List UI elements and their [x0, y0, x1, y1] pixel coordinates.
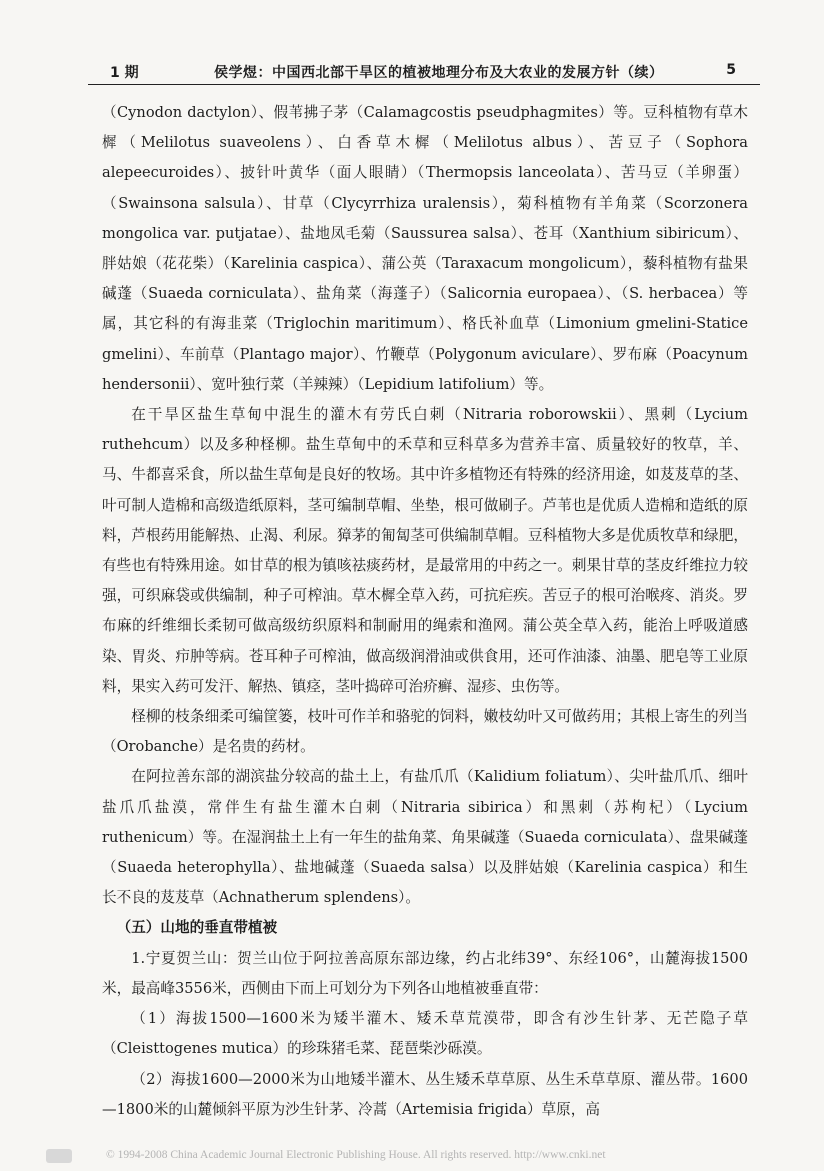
paragraph: 在阿拉善东部的湖滨盐分较高的盐土上，有盐爪爪（Kalidium foliatum）、尖叶盐爪爪、细叶盐爪爪盐漠，常伴生有盐生灌木白刺（Nitraria sibirica）和黑刺（苏枸杞）（Lycium ruthenicum）等。在湿润盐土上有一年生的盐角菜、角果碱蓬（Suaeda corniculata）、盘果碱蓬（Suaeda heterophylla）、盐地碱蓬（Suaeda salsa）以及胖姑娘（Karelinia caspica）和生长不良的芨芨草（Achnatherum splendens）。 [102, 768, 748, 907]
page-number: 5 [726, 62, 736, 78]
paragraph: （Cynodon dactylon）、假苇拂子茅（Calamagcostis pseudphagmites）等。豆科植物有草木樨（Melilotus suaveolens）、白香草木樨（Melilotus albus）、苦豆子（Sophora alepeecuroides）、披针叶黄华（面人眼睛）（Thermopsis lanceolata）、苦马豆（羊卵蛋）（Swainsona salsula）、甘草（Clycyrrhiza uralensis），菊科植物有羊角菜（Scorzonera mongolica var. putjatae）、盐地凤毛菊（Saussurea salsa）、苍耳（Xanthium sibiricum）、胖姑娘（花花柴）（Karelinia caspica）、蒲公英（Taraxacum mongolicum），藜科植物有盐果碱蓬（Suaeda corniculata）、盐角菜（海蓬子）（Salicornia europaea）、（S. herbacea）等属，其它科的有海韭菜（Triglochin maritimum）、格氏补血草（Limonium gmelini-Statice gmelini）、车前草（Plantago major）、竹鞭草（Polygonum aviculare）、罗布麻（Poacynum hendersonii）、宽叶独行菜（羊辣辣）（Lepidium latifolium）等。 [102, 104, 748, 393]
paragraph: （1）海拔1500—1600米为矮半灌木、矮禾草荒漠带，即含有沙生针茅、无芒隐子草（Cleisttogenes mutica）的珍珠猪毛菜、琵琶柴沙砾漠。 [102, 1010, 748, 1058]
paragraph: 柽柳的枝条细柔可编筐篓，枝叶可作羊和骆驼的饲料，嫩枝幼叶又可做药用；其根上寄生的列当（Orobanche）是名贵的药材。 [102, 708, 748, 756]
running-title: 侯学煜：中国西北部干旱区的植被地理分布及大农业的发展方针（续） [214, 65, 664, 81]
paragraph: 1.宁夏贺兰山：贺兰山位于阿拉善高原东部边缘，约占北纬39°、东经106°，山麓海拔1500米，最高峰3556米，西侧由下而上可划分为下列各山地植被垂直带： [102, 949, 748, 997]
paragraph: 在干旱区盐生草甸中混生的灌木有劳氏白刺（Nitraria roborowskii）、黑刺（Lycium ruthehcum）以及多种柽柳。盐生草甸中的禾草和豆科草多为营养丰富、质量较好的牧草，羊、马、牛都喜采食，所以盐生草甸是良好的牧场。其中许多植物还有特殊的经济用途，如芨芨草的茎、叶可制人造棉和高级造纸原料，茎可编制草帽、坐垫，根可做刷子。芦苇也是优质人造棉和造纸的原料，芦根药用能解热、止渴、利尿。獐茅的匍匐茎可供编制草帽。豆科植物大多是优质牧草和绿肥，有些也有特殊用途。如甘草的根为镇咳祛痰药材，是最常用的中药之一。刺果甘草的茎皮纤维拉力较强，可织麻袋或供编制，种子可榨油。草木樨全草入药，可抗疟疾。苦豆子的根可治喉疼、消炎。罗布麻的纤维细长柔韧可做高级纺织原料和制耐用的绳索和渔网。蒲公英全草入药，能治上呼吸道感染、胃炎、疖肿等病。苍耳种子可榨油，做高级润滑油或供食用，还可作油漆、油墨、肥皂等工业原料，果实入药可发汗、解热、镇痉，茎叶捣碎可治疥癣、湿疹、虫伤等。 [102, 406, 748, 695]
section-heading: （五）山地的垂直带植被 [116, 919, 278, 937]
copyright-text: © 1994-2008 China Academic Journal Electronic Publishing House. All rights reserved. http://www.cnki.net [106, 1149, 606, 1161]
copyright-footer [0, 1148, 824, 1166]
cnki-logo-icon [46, 1149, 72, 1163]
article-body [102, 98, 748, 1125]
paragraph: （2）海拔1600—2000米为山地矮半灌木、丛生矮禾草草原、丛生禾草草原、灌丛带。1600—1800米的山麓倾斜平原为沙生针茅、冷蒿（Artemisia frigida）草原，高 [102, 1070, 748, 1118]
running-header [88, 58, 760, 85]
issue-number: 1 期 [110, 65, 139, 81]
